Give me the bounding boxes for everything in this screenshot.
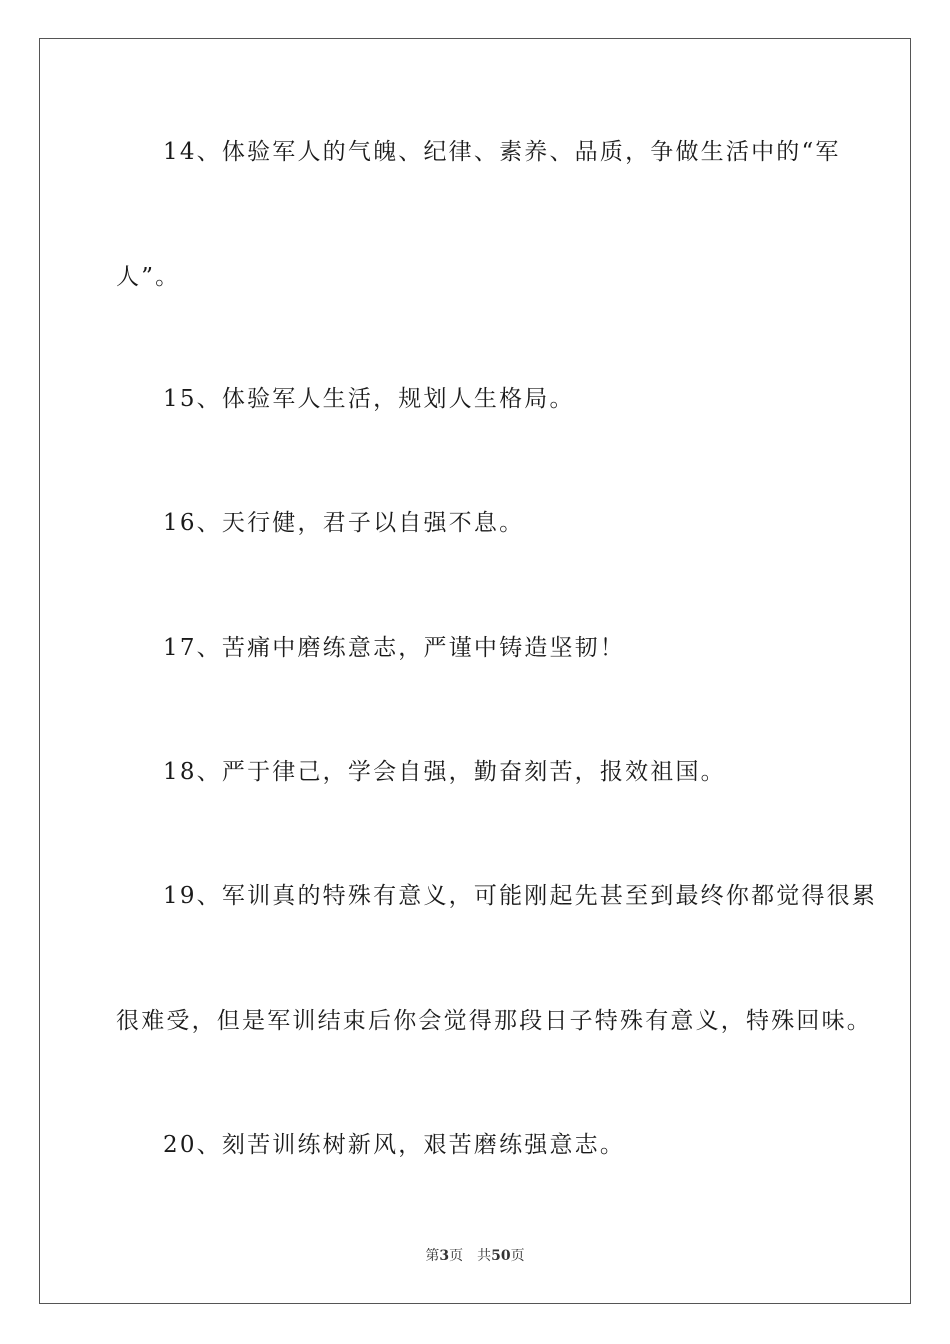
page-suffix: 页 <box>449 1248 464 1264</box>
paragraph-15: 15、体验军人生活，规划人生格局。 <box>163 386 575 412</box>
page-footer <box>0 1247 950 1265</box>
page-border <box>39 38 911 1304</box>
paragraph-19-line-2: 很难受，但是军训结束后你会觉得那段日子特殊有意义，特殊回味。 <box>116 1008 872 1034</box>
paragraph-20: 20、刻苦训练树新风，艰苦磨练强意志。 <box>163 1132 626 1158</box>
paragraph-18: 18、严于律己，学会自强，勤奋刻苦，报效祖国。 <box>163 759 726 785</box>
total-prefix: 共 <box>477 1248 492 1264</box>
total-suffix: 页 <box>510 1248 525 1264</box>
paragraph-19-line-1: 19、军训真的特殊有意义，可能刚起先甚至到最终你都觉得很累 <box>163 883 878 909</box>
total-pages: 50 <box>491 1248 511 1264</box>
paragraph-16: 16、天行健，君子以自强不息。 <box>163 510 525 536</box>
page-number: 3 <box>439 1248 450 1264</box>
paragraph-17: 17、苦痛中磨练意志，严谨中铸造坚韧！ <box>163 635 626 661</box>
page-prefix: 第 <box>425 1248 440 1264</box>
paragraph-14-line-1: 14、体验军人的气魄、纪律、素养、品质，争做生活中的“军 <box>163 139 841 165</box>
paragraph-14-line-2: 人”。 <box>116 264 181 290</box>
